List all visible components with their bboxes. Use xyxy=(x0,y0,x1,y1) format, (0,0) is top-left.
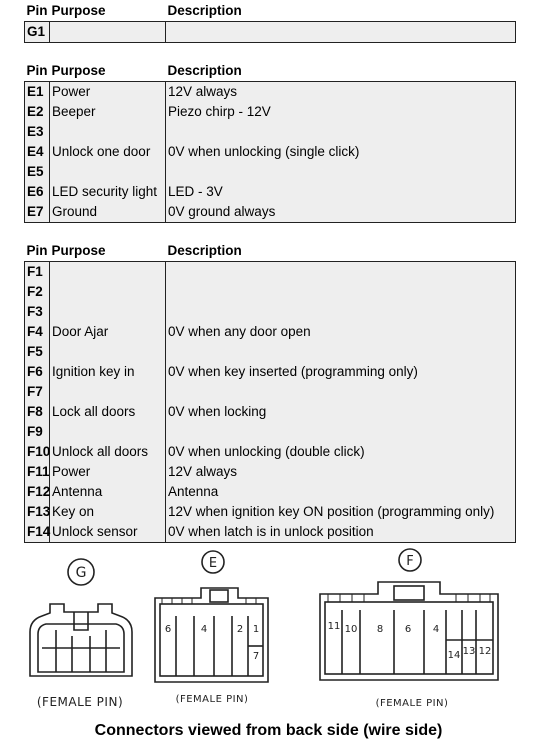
purpose-cell xyxy=(50,422,166,442)
table-row xyxy=(25,362,516,382)
connector-f-face xyxy=(325,602,493,674)
purpose-cell xyxy=(50,162,166,182)
header-description: Description xyxy=(167,3,242,18)
pin-cell: F11 xyxy=(25,462,50,482)
table-row xyxy=(25,402,516,422)
table-header-row xyxy=(25,1,516,22)
description-cell: 0V when key inserted (programming only) xyxy=(166,362,516,382)
header-description: Description xyxy=(167,243,242,258)
pin-cell: F4 xyxy=(25,322,50,342)
purpose-cell xyxy=(50,122,166,142)
connector-g-housing xyxy=(30,604,132,676)
connector-diagrams xyxy=(0,546,537,716)
description-cell: LED - 3V xyxy=(166,182,516,202)
description-cell xyxy=(166,282,516,302)
pin-cell: E1 xyxy=(25,82,50,103)
header-pin: Pin xyxy=(26,3,48,18)
connector-f-pin-label: 11 xyxy=(327,621,341,632)
table-row xyxy=(25,502,516,522)
connector-f-pin-label: 10 xyxy=(344,624,358,635)
connector-g-label: (FEMALE PIN) xyxy=(36,695,124,709)
connector-f-latch xyxy=(394,586,424,600)
caption: Connectors viewed from back side (wire side) xyxy=(94,722,443,739)
table-row xyxy=(25,282,516,302)
pin-cell: E7 xyxy=(25,202,50,223)
purpose-cell: Door Ajar xyxy=(50,322,166,342)
connector-e-ribs xyxy=(162,598,256,604)
connector-e-pin-label: 4 xyxy=(200,624,208,635)
purpose-cell: LED security light xyxy=(50,182,166,202)
purpose-cell: Unlock one door xyxy=(50,142,166,162)
connector-e-table xyxy=(24,61,516,223)
header-purpose: Purpose xyxy=(51,243,106,258)
pin-cell: F1 xyxy=(25,262,50,283)
purpose-cell xyxy=(50,342,166,362)
header-purpose: Purpose xyxy=(51,63,106,78)
description-cell: 0V when unlocking (double click) xyxy=(166,442,516,462)
purpose-cell: Unlock all doors xyxy=(50,442,166,462)
pin-cell: F3 xyxy=(25,302,50,322)
table-row xyxy=(25,482,516,502)
table-header-row xyxy=(25,241,516,262)
pin-cell: F10 xyxy=(25,442,50,462)
description-cell: 0V when locking xyxy=(166,402,516,422)
connector-f-pin-label: 12 xyxy=(478,646,492,657)
connector-f-diagram xyxy=(320,549,498,709)
description-cell xyxy=(166,262,516,283)
header-description: Description xyxy=(167,63,242,78)
table-row xyxy=(25,142,516,162)
purpose-cell: Power xyxy=(50,462,166,482)
description-cell xyxy=(166,22,516,43)
pin-cell: E5 xyxy=(25,162,50,182)
table-row xyxy=(25,382,516,402)
pin-cell: F14 xyxy=(25,522,50,543)
pin-cell: F7 xyxy=(25,382,50,402)
description-cell: 0V when unlocking (single click) xyxy=(166,142,516,162)
description-cell: Antenna xyxy=(166,482,516,502)
purpose-cell xyxy=(50,382,166,402)
purpose-cell: Key on xyxy=(50,502,166,522)
connector-f-label: (FEMALE PIN) xyxy=(375,698,449,709)
table-row xyxy=(25,442,516,462)
pin-cell: E2 xyxy=(25,102,50,122)
table-row xyxy=(25,342,516,362)
pin-cell: F9 xyxy=(25,422,50,442)
connector-f-pin-label: 8 xyxy=(376,624,384,635)
pin-cell: E4 xyxy=(25,142,50,162)
description-cell xyxy=(166,422,516,442)
table-row xyxy=(25,322,516,342)
connector-e-diagram xyxy=(155,551,268,705)
connector-e-latch xyxy=(210,590,228,602)
purpose-cell xyxy=(50,22,166,43)
purpose-cell xyxy=(50,282,166,302)
connector-e-pin-label: 6 xyxy=(164,624,172,635)
pin-cell: F5 xyxy=(25,342,50,362)
connector-g-latch xyxy=(74,612,88,630)
table-row xyxy=(25,522,516,543)
description-cell xyxy=(166,342,516,362)
description-cell xyxy=(166,122,516,142)
header-purpose: Purpose xyxy=(51,3,106,18)
connector-g-diagram xyxy=(30,559,132,709)
table-row xyxy=(25,462,516,482)
connector-f-pin-label: 14 xyxy=(447,650,461,661)
header-pin: Pin xyxy=(26,63,48,78)
description-cell: 0V when latch is in unlock position xyxy=(166,522,516,543)
table-row xyxy=(25,302,516,322)
connector-f-letter: F xyxy=(406,554,414,569)
connector-f-pin-label: 13 xyxy=(462,646,476,657)
purpose-cell xyxy=(50,302,166,322)
description-cell: 12V always xyxy=(166,82,516,103)
pin-cell: G1 xyxy=(25,22,50,43)
table-row xyxy=(25,162,516,182)
description-cell xyxy=(166,162,516,182)
connector-e-pin-label: 1 xyxy=(252,624,260,635)
table-row xyxy=(25,262,516,283)
pin-cell: F6 xyxy=(25,362,50,382)
connector-f-pin-label: 6 xyxy=(404,624,412,635)
description-cell xyxy=(166,382,516,402)
connector-g-table xyxy=(24,1,516,43)
table-header-row xyxy=(25,61,516,82)
pin-cell: F13 xyxy=(25,502,50,522)
purpose-cell: Beeper xyxy=(50,102,166,122)
table-row xyxy=(25,82,516,103)
connector-e-pin-label: 2 xyxy=(236,624,244,635)
pin-cell: E3 xyxy=(25,122,50,142)
connector-diagrams-svg xyxy=(0,546,537,716)
description-cell: 12V always xyxy=(166,462,516,482)
pin-cell: F2 xyxy=(25,282,50,302)
pin-cell: F8 xyxy=(25,402,50,422)
description-cell xyxy=(166,302,516,322)
purpose-cell xyxy=(50,262,166,283)
table-row xyxy=(25,182,516,202)
description-cell: 0V when any door open xyxy=(166,322,516,342)
table-row xyxy=(25,202,516,223)
pin-cell: F12 xyxy=(25,482,50,502)
purpose-cell: Ground xyxy=(50,202,166,223)
table-row xyxy=(25,22,516,43)
purpose-cell: Ignition key in xyxy=(50,362,166,382)
connector-e-pin-label: 7 xyxy=(252,651,260,662)
description-cell: Piezo chirp - 12V xyxy=(166,102,516,122)
description-cell: 12V when ignition key ON position (programming only) xyxy=(166,502,516,522)
connector-g-letter: G xyxy=(75,565,87,581)
purpose-cell: Antenna xyxy=(50,482,166,502)
header-pin: Pin xyxy=(26,243,48,258)
purpose-cell: Lock all doors xyxy=(50,402,166,422)
purpose-cell: Power xyxy=(50,82,166,103)
pin-cell: E6 xyxy=(25,182,50,202)
description-cell: 0V ground always xyxy=(166,202,516,223)
connector-f-pin-label: 4 xyxy=(432,624,440,635)
connector-e-label: (FEMALE PIN) xyxy=(175,694,249,705)
table-row xyxy=(25,102,516,122)
connector-e-letter: E xyxy=(208,556,218,571)
table-row xyxy=(25,122,516,142)
connector-f-table xyxy=(24,241,516,543)
purpose-cell: Unlock sensor xyxy=(50,522,166,543)
table-row xyxy=(25,422,516,442)
